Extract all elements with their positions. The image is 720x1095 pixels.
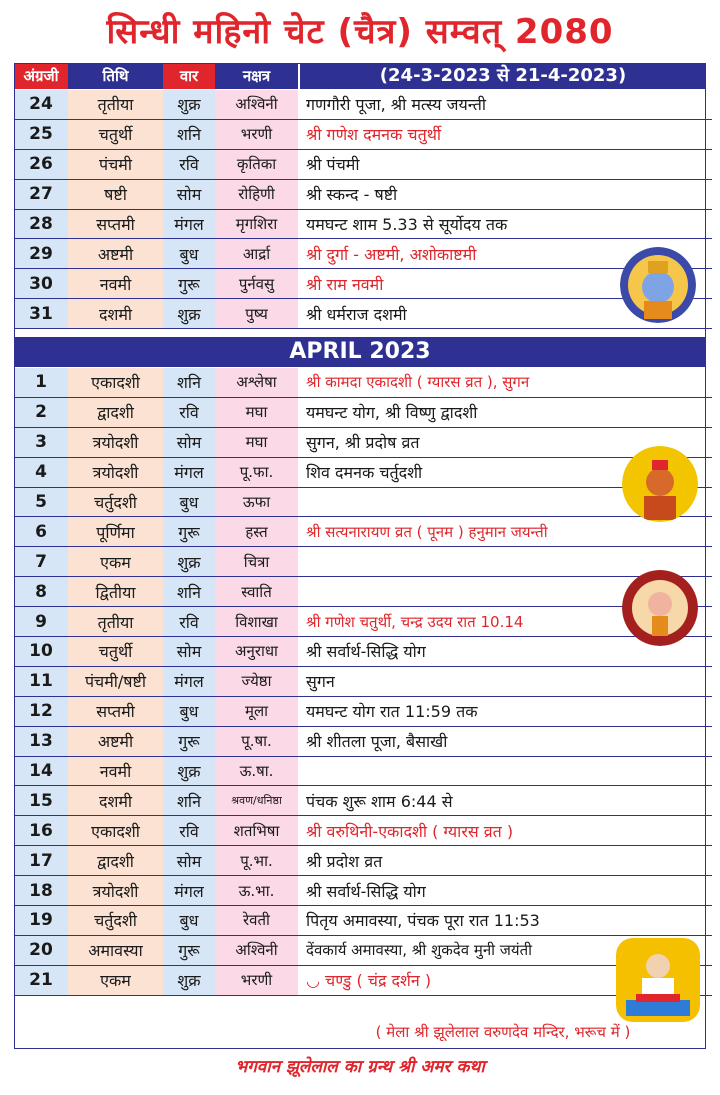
date-cell: 24: [14, 90, 68, 119]
ganesha-portrait-icon: [622, 570, 698, 646]
vaar-cell: गुरू: [163, 269, 215, 299]
table-row: [14, 726, 712, 756]
table-row: [14, 906, 712, 936]
event-cell: गणगौरी पूजा, श्री मत्स्य जयन्ती: [298, 90, 712, 119]
vaar-cell: मंगल: [163, 876, 215, 906]
nakshatra-cell: अनुराधा: [215, 637, 298, 667]
tithi-cell: नवमी: [68, 269, 163, 299]
vaar-cell: मंगल: [163, 457, 215, 487]
page-title: सिन्धी महिनो चेट (चैत्र) सम्वत् 2080: [106, 12, 614, 52]
tithi-cell: अमावस्या: [68, 935, 163, 965]
event-cell: यमघन्ट शाम 5.33 से सूर्योदय तक: [298, 209, 712, 239]
table-row: [14, 607, 712, 637]
table-row: [14, 816, 712, 846]
date-cell: 14: [14, 756, 68, 786]
vaar-cell: शनि: [163, 119, 215, 149]
vaar-cell: शुक्र: [163, 965, 215, 995]
hanuman-portrait-icon: [622, 446, 698, 522]
table-row: [14, 239, 712, 269]
vaar-cell: बुध: [163, 487, 215, 517]
jhulelal-portrait-icon: [616, 938, 700, 1022]
tithi-cell: त्रयोदशी: [68, 876, 163, 906]
event-cell: सुगन, श्री प्रदोष व्रत: [298, 427, 712, 457]
nakshatra-cell: ज्येष्ठा: [215, 666, 298, 696]
vaar-cell: शुक्र: [163, 547, 215, 577]
tithi-cell: त्रयोदशी: [68, 427, 163, 457]
vaar-cell: शनि: [163, 368, 215, 397]
vaar-cell: शनि: [163, 577, 215, 607]
nakshatra-cell: मृगशिरा: [215, 209, 298, 239]
table-row: [14, 457, 712, 487]
table-row: [14, 119, 712, 149]
vaar-cell: गुरू: [163, 726, 215, 756]
april-table: [14, 368, 712, 996]
table-row: [14, 637, 712, 667]
tithi-cell: अष्टमी: [68, 726, 163, 756]
table-row: [14, 427, 712, 457]
tithi-cell: सप्तमी: [68, 209, 163, 239]
table-row: [14, 299, 712, 329]
table-row: [14, 577, 712, 607]
event-cell: पितृय अमावस्या, पंचक पूरा रात 11:53: [298, 906, 712, 936]
table-row: [14, 487, 712, 517]
table-row: [14, 876, 712, 906]
tithi-cell: एकम: [68, 965, 163, 995]
nakshatra-cell: कृतिका: [215, 149, 298, 179]
event-cell: देंवकार्य अमावस्या, श्री शुकदेव मुनी जयंती: [298, 935, 712, 965]
tithi-cell: पंचमी: [68, 149, 163, 179]
tithi-cell: दशमी: [68, 299, 163, 329]
event-cell: [298, 756, 712, 786]
nakshatra-cell: अश्लेषा: [215, 368, 298, 397]
table-row: [14, 547, 712, 577]
event-cell: श्री धर्मराज दशमी: [298, 299, 712, 329]
event-cell: श्री स्कन्द - षष्टी: [298, 179, 712, 209]
vaar-cell: मंगल: [163, 666, 215, 696]
tithi-cell: नवमी: [68, 756, 163, 786]
date-cell: 9: [14, 607, 68, 637]
header-nakshatra: नक्षत्र: [215, 63, 298, 89]
date-cell: 13: [14, 726, 68, 756]
vaar-cell: बुध: [163, 906, 215, 936]
table-row: [14, 786, 712, 816]
vaar-cell: मंगल: [163, 209, 215, 239]
date-cell: 5: [14, 487, 68, 517]
table-row: [14, 269, 712, 299]
nakshatra-cell: श्रवण/धनिष्ठा: [215, 786, 298, 816]
nakshatra-cell: आर्द्रा: [215, 239, 298, 269]
nakshatra-cell: पू.भा.: [215, 846, 298, 876]
header-date-range: (24-3-2023 से 21-4-2023): [300, 63, 706, 89]
event-cell: पंचक शुरू शाम 6:44 से: [298, 786, 712, 816]
event-cell: शिव दमनक चर्तुदशी: [298, 457, 712, 487]
date-cell: 27: [14, 179, 68, 209]
date-cell: 15: [14, 786, 68, 816]
event-cell: यमघन्ट योग रात 11:59 तक: [298, 696, 712, 726]
tithi-cell: तृतीया: [68, 607, 163, 637]
rama-portrait-icon: [620, 247, 696, 323]
nakshatra-cell: भरणी: [215, 965, 298, 995]
vaar-cell: सोम: [163, 427, 215, 457]
tithi-cell: पंचमी/षष्टी: [68, 666, 163, 696]
nakshatra-cell: अश्विनी: [215, 90, 298, 119]
nakshatra-cell: पुष्य: [215, 299, 298, 329]
date-cell: 28: [14, 209, 68, 239]
nakshatra-cell: मूला: [215, 696, 298, 726]
table-row: [14, 965, 712, 995]
date-cell: 26: [14, 149, 68, 179]
footer-text: भगवान झूलेलाल का ग्रन्थ श्री अमर कथा: [235, 1057, 485, 1077]
event-cell: श्री वरुथिनी-एकादशी ( ग्यारस व्रत ): [298, 816, 712, 846]
tithi-cell: दशमी: [68, 786, 163, 816]
event-cell: श्री प्रदोश व्रत: [298, 846, 712, 876]
nakshatra-cell: मघा: [215, 397, 298, 427]
vaar-cell: रवि: [163, 397, 215, 427]
nakshatra-cell: रोहिणी: [215, 179, 298, 209]
nakshatra-cell: मघा: [215, 427, 298, 457]
date-cell: 2: [14, 397, 68, 427]
event-cell: श्री पंचमी: [298, 149, 712, 179]
event-cell: सुगन: [298, 666, 712, 696]
date-cell: 17: [14, 846, 68, 876]
event-cell: ◡ चण्डु ( चंद्र दर्शन ): [298, 965, 712, 995]
date-cell: 16: [14, 816, 68, 846]
date-cell: 7: [14, 547, 68, 577]
vaar-cell: सोम: [163, 637, 215, 667]
nakshatra-cell: ऊफा: [215, 487, 298, 517]
tithi-cell: पूर्णिमा: [68, 517, 163, 547]
date-cell: 4: [14, 457, 68, 487]
tithi-cell: एकादशी: [68, 816, 163, 846]
table-row: [14, 517, 712, 547]
table-row: [14, 149, 712, 179]
nakshatra-cell: पुर्नवसु: [215, 269, 298, 299]
event-cell: श्री सर्वार्थ-सिद्धि योग: [298, 637, 712, 667]
tithi-cell: एकम: [68, 547, 163, 577]
header-date: अंग्रजी: [14, 63, 68, 89]
nakshatra-cell: ऊ.षा.: [215, 756, 298, 786]
nakshatra-cell: हस्त: [215, 517, 298, 547]
nakshatra-cell: पू.षा.: [215, 726, 298, 756]
header-vaar: वार: [163, 63, 215, 89]
vaar-cell: गुरू: [163, 517, 215, 547]
event-cell: श्री गणेश दमनक चतुर्थी: [298, 119, 712, 149]
nakshatra-cell: चित्रा: [215, 547, 298, 577]
nakshatra-cell: पू.फा.: [215, 457, 298, 487]
nakshatra-cell: अश्विनी: [215, 935, 298, 965]
tithi-cell: त्रयोदशी: [68, 457, 163, 487]
month-banner: APRIL 2023: [14, 337, 706, 367]
table-row: [14, 368, 712, 397]
date-cell: 6: [14, 517, 68, 547]
vaar-cell: शनि: [163, 786, 215, 816]
nakshatra-cell: भरणी: [215, 119, 298, 149]
date-cell: 12: [14, 696, 68, 726]
date-cell: 18: [14, 876, 68, 906]
date-cell: 3: [14, 427, 68, 457]
vaar-cell: बुध: [163, 239, 215, 269]
vaar-cell: रवि: [163, 607, 215, 637]
tithi-cell: षष्टी: [68, 179, 163, 209]
header-tithi: तिथि: [68, 63, 163, 89]
tithi-cell: द्वादशी: [68, 397, 163, 427]
nakshatra-cell: ऊ.भा.: [215, 876, 298, 906]
nakshatra-cell: रेवती: [215, 906, 298, 936]
date-cell: 25: [14, 119, 68, 149]
table-row: [14, 209, 712, 239]
date-cell: 20: [14, 935, 68, 965]
event-cell: यमघन्ट योग, श्री विष्णु द्वादशी: [298, 397, 712, 427]
mela-note: ( मेला श्री झूलेलाल वरुणदेव मन्दिर, भरूच में ): [375, 1023, 631, 1041]
event-cell: श्री गणेश चतुर्थी, चन्द्र उदय रात 10.14: [298, 607, 712, 637]
tithi-cell: चर्तुदशी: [68, 487, 163, 517]
vaar-cell: सोम: [163, 179, 215, 209]
date-cell: 21: [14, 965, 68, 995]
tithi-cell: अष्टमी: [68, 239, 163, 269]
date-cell: 1: [14, 368, 68, 397]
vaar-cell: बुध: [163, 696, 215, 726]
vaar-cell: रवि: [163, 816, 215, 846]
vaar-cell: गुरू: [163, 935, 215, 965]
date-cell: 29: [14, 239, 68, 269]
tithi-cell: द्वितीया: [68, 577, 163, 607]
event-cell: श्री सर्वार्थ-सिद्धि योग: [298, 876, 712, 906]
table-row: [14, 397, 712, 427]
vaar-cell: सोम: [163, 846, 215, 876]
date-cell: 19: [14, 906, 68, 936]
tithi-cell: सप्तमी: [68, 696, 163, 726]
vaar-cell: शुक्र: [163, 756, 215, 786]
vaar-cell: शुक्र: [163, 90, 215, 119]
event-cell: श्री सत्यनारायण व्रत ( पूनम ) हनुमान जयन्ती: [298, 517, 712, 547]
event-cell: श्री दुर्गा - अष्टमी, अशोकाष्टमी: [298, 239, 712, 269]
vaar-cell: रवि: [163, 149, 215, 179]
tithi-cell: चर्तुदशी: [68, 906, 163, 936]
table-row: [14, 756, 712, 786]
tithi-cell: चतुर्थी: [68, 119, 163, 149]
table-row: [14, 846, 712, 876]
nakshatra-cell: शतभिषा: [215, 816, 298, 846]
march-table: [14, 90, 712, 329]
date-cell: 30: [14, 269, 68, 299]
date-cell: 11: [14, 666, 68, 696]
date-cell: 31: [14, 299, 68, 329]
date-cell: 8: [14, 577, 68, 607]
tithi-cell: चतुर्थी: [68, 637, 163, 667]
tithi-cell: एकादशी: [68, 368, 163, 397]
event-cell: श्री कामदा एकादशी ( ग्यारस व्रत ), सुगन: [298, 368, 712, 397]
table-row: [14, 90, 712, 119]
date-cell: 10: [14, 637, 68, 667]
tithi-cell: द्वादशी: [68, 846, 163, 876]
event-cell: श्री शीतला पूजा, बैसाखी: [298, 726, 712, 756]
tithi-cell: तृतीया: [68, 90, 163, 119]
nakshatra-cell: विशाखा: [215, 607, 298, 637]
table-row: [14, 179, 712, 209]
nakshatra-cell: स्वाति: [215, 577, 298, 607]
table-row: [14, 696, 712, 726]
table-row: [14, 666, 712, 696]
vaar-cell: शुक्र: [163, 299, 215, 329]
table-row: [14, 935, 712, 965]
event-cell: श्री राम नवमी: [298, 269, 712, 299]
